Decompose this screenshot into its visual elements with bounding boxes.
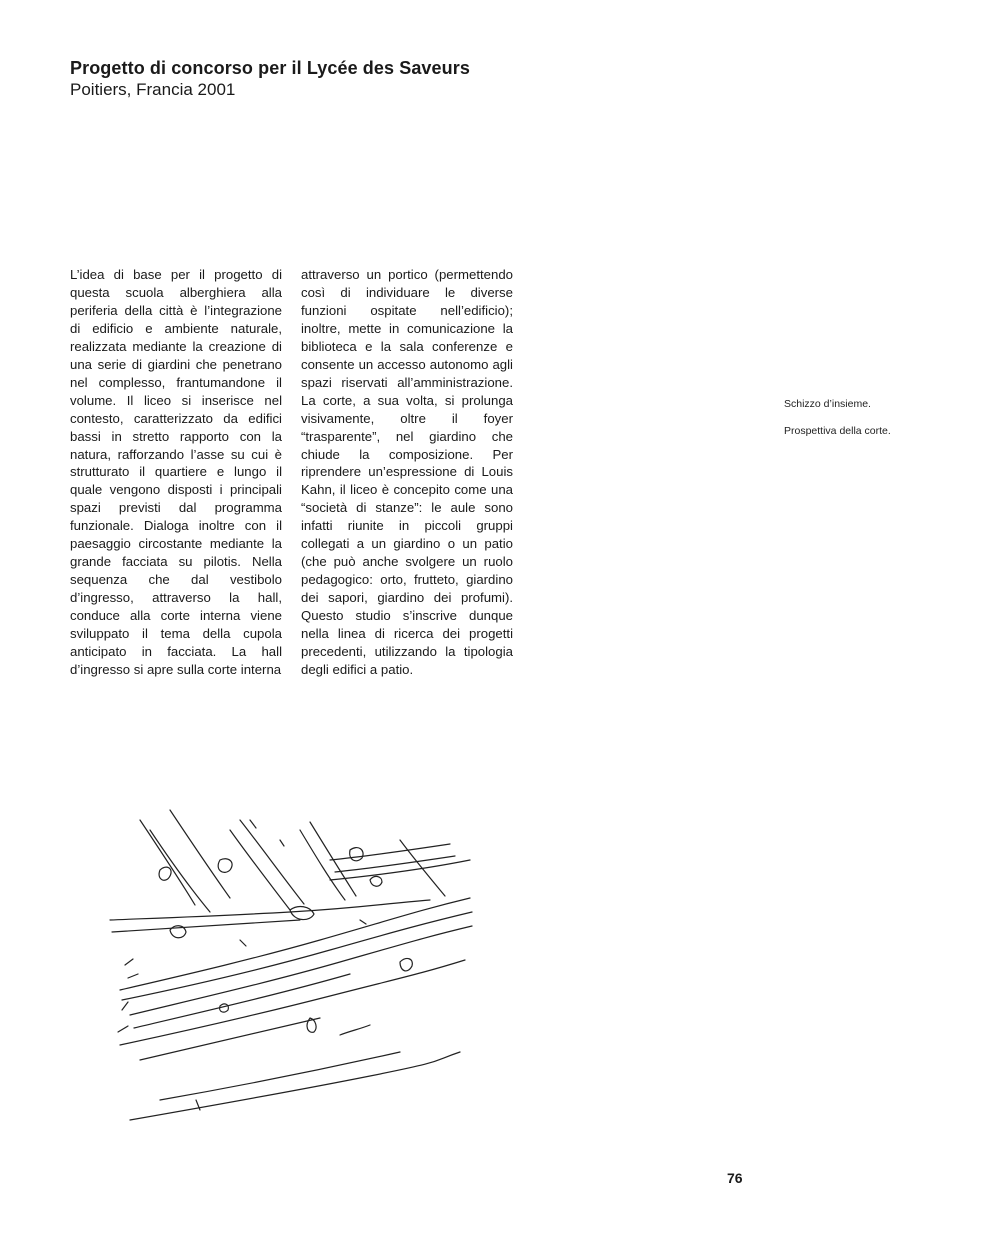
page-title: Progetto di concorso per il Lycée des Saveurs	[70, 58, 470, 78]
caption-perspective: Prospettiva della corte.	[784, 425, 891, 437]
caption-sketch: Schizzo d’insieme.	[784, 398, 871, 410]
body-text-column-1: L’idea di base per il progetto di questa scuola alberghiera alla periferia della città è l’integrazione di edificio e ambiente naturale, realizzata mediante la creazione di una serie di giardini che penetrano nel complesso, frantumandone il volume. Il liceo si inserisce nel contesto, caratterizzato da edifici bassi in stretto rapporto con la natura, rafforzando l’asse su cui è strutturato il quartiere e lungo il quale vengono disposti i principali spazi previsti dal programma funzionale. Dialoga inoltre con il paesaggio circostante mediante la grande facciata su pilotis. Nella sequenza che dal vestibolo d’ingresso, attraverso la hall, conduce alla corte interna viene sviluppato il tema della cupola anticipato in facciata. La hall d’ingresso si apre sulla corte interna	[70, 267, 282, 677]
page-subtitle: Poitiers, Francia 2001	[70, 80, 236, 99]
body-text-column-2: attraverso un portico (permettendo così di individuare le diverse funzioni ospitate nell’edificio); inoltre, mette in comunicazione la biblioteca e la sala conferenze e consente un accesso autonomo agli spazi riservati all’amministrazione. La corte, a sua volta, si prolunga visivamente, oltre il foyer “trasparente”, nel giardino che chiude la composizione. Per riprendere un’espressione di Louis Kahn, il liceo è concepito come una “società di stanze”: le aule sono infatti riunite in piccoli gruppi collegati a un giardino o un patio (che può anche svolgere un ruolo pedagogico: orto, frutteto, giardino dei sapori, giardino dei profumi). Questo studio s’inscrive dunque nella linea di ricerca dei progetti precedenti, utilizzando la tipologia degli edifici a patio.	[301, 267, 513, 677]
courtyard-sketch	[100, 800, 480, 1130]
page-number: 76	[727, 1170, 743, 1186]
